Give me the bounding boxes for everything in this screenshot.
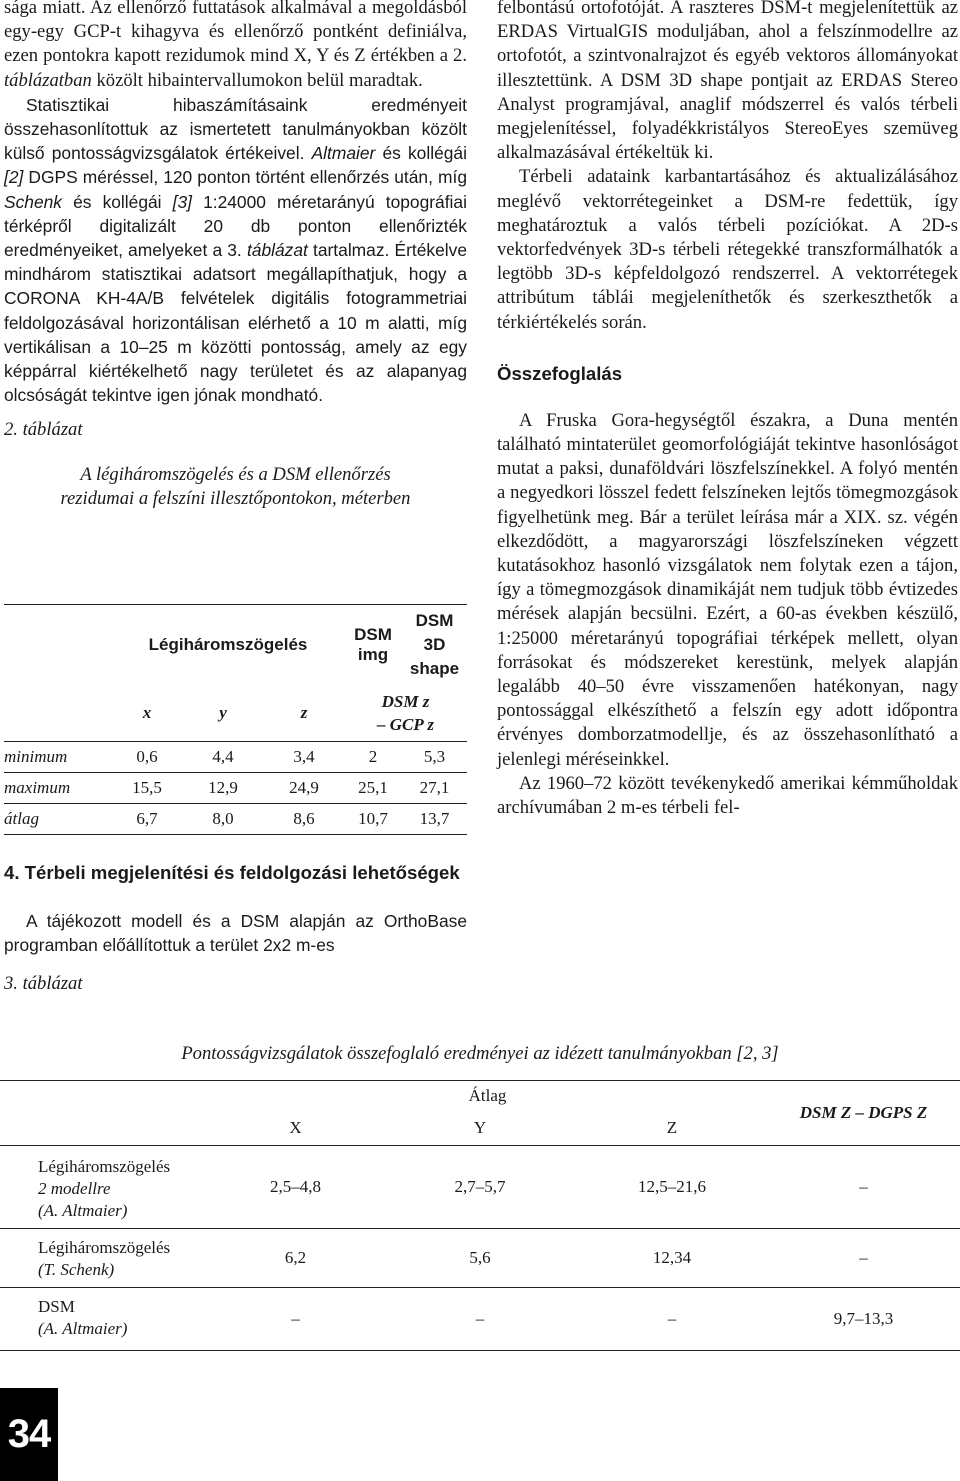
- section-4-heading: 4. Térbeli megjelenítési és feldolgozási lehetőségek: [4, 862, 460, 883]
- left-column-lower: [4, 860, 467, 995]
- table3-header-x: X: [289, 1118, 302, 1137]
- table2-header-dsm-3d: DSM 3D shape: [402, 605, 467, 686]
- table2-header-x: x: [142, 703, 152, 722]
- left-paragraph-2: Statisztikai hibaszámításaink eredményeit összehasonlítottuk az ismertetett tanulmányokban közölt külső pontosságvizsgálatok értékeivel. Altmaier és kollégái [2] DGPS méréssel, 120 ponton történt ellenőrzés után, míg Schenk és kollégái [3] 1:24000 méretarányú topográfiai térképről digitalizált 20 db ponton ellenőrizték eredményeiket, amelyeket a 3. táblázat tartalmaz. Értékelve mindhárom statisztikai adatsort megállapíthatjuk, hogy a CORONA KH-4A/B felvételek digitális fotogrammetriai feldolgozásával horizontálisan elérhető a 10 m alatti, míg vertikálisan a 10–25 m közötti pontosság, amely az egy képpárral kiértékelhető nagy területet és az alapanyag olcsóságát tekintve igen jónak mondható.: [4, 94, 467, 406]
- table3-header-dsmz: DSM Z – DGPS Z: [767, 1081, 960, 1146]
- right-paragraph-4: Az 1960–72 között tevékenykedő amerikai kémműholdak archívumában 2 m-es térbeli fel-: [497, 772, 958, 819]
- table-2: [4, 604, 467, 835]
- table3-header-z: Z: [666, 1118, 678, 1137]
- page-number: 34: [0, 1388, 58, 1481]
- left-paragraph-3: A tájékozott modell és a DSM alapján az OrthoBase programban előállítottuk a terület 2x2 m-es: [4, 911, 467, 956]
- table-row: minimum 0,6 4,4 3,4 2 5,3: [4, 742, 467, 773]
- right-column: [497, 0, 958, 820]
- table-row: Légiháromszögelés 2 modellre (A. Altmaier) 2,5–4,8 2,7–5,7 12,5–21,6 –: [0, 1146, 960, 1229]
- right-paragraph-1: felbontású ortofotóját. A raszteres DSM-t megjelenítettük az ERDAS VirtualGIS moduljában, ahol a felszínmodellre az ortofotót, a szintvonalrajzot és egyéb vektoros állományokat illesztettünk. A DSM 3D shape pontjait az ERDAS Stereo Analyst programjával, anaglif módszerrel és valós térbeli megjelenítéssel, folyadékkristályos StereoEyes szemüveg alkalmazásával értékeltük ki.: [497, 0, 958, 164]
- right-paragraph-3: A Fruska Gora-hegységtől északra, a Duna mentén található mintaterület geomorfológiáját tekintve hasonlóságot mutat a paksi, dunaföldvári löszfelszínekkel. A folyó mentén a negyedkori lösszel fedett felszíneken lejtős tömegmozgások figyelhetünk meg. Bár a terület leírása már a XIX. sz. végén elkezdődött, a magyarországi löszfelszíneken végzett kutatásokhoz hasonló vizsgálatok nem folytak ezen a tájon, így a tömegmozgások dinamikáját nem tudjuk több évtizedes mérések alapján becsülni. Ezért, a 60-as években készülő, 1:25000 méretarányú topográfiai térképek mellett, olyan forrásokat és módszereket kerestünk, melyek alapján legalább 40–50 évre visszamenően hatékonyan, nagy pontossággal elkészíthető a felszín egy adott időpontra érvényes domborzatmodellje, és az összehasonlítható a jelenlegi méréseinkkel.: [497, 409, 958, 770]
- table2-title: A légiháromszögelés és a DSM ellenőrzés rezidumai a felszíni illesztőpontokon, méterben: [60, 464, 411, 510]
- table2-header-y: y: [219, 703, 227, 722]
- table3-caption: Pontosságvizsgálatok összefoglaló eredményei az idézett tanulmányokban [2, 3]: [181, 1043, 779, 1064]
- table2-header-dsm-img: DSM img: [344, 605, 402, 686]
- table-row: Légiháromszögelés (T. Schenk) 6,2 5,6 12,34 –: [0, 1229, 960, 1288]
- table3-label: 3. táblázat: [4, 973, 83, 995]
- left-paragraph-1: sága miatt. Az ellenőrző futtatások alkalmával a megoldásból egy-egy GCP-t kihagyva és ellenőrző pontként definiálva, ezen pontokra kapott rezidumok mind X, Y és Z értékben a 2. táblázatban közölt hibaintervallumokon belül maradtak.: [4, 0, 467, 91]
- right-paragraph-2: Térbeli adataink karbantartásához és aktualizálásához meglévő vektorrétegeinket a DSM-re fedettük, így meghatároztuk a valós térbeli pozíciókat. A 2D-s vektorfedvények 3D-s térbeli rétegekké transzformálhatók a legtöbb 3D-s képfeldolgozó rendszerrel. A vektorrétegek attribútum táblái megjeleníthetők és szerkeszthetők a térkiértékelés során.: [497, 166, 958, 333]
- table2-header-z: z: [300, 703, 308, 722]
- table-row: átlag 6,7 8,0 8,6 10,7 13,7: [4, 804, 467, 835]
- table2-label: 2. táblázat: [4, 419, 83, 441]
- table3-header-y: Y: [473, 1118, 487, 1137]
- table2-header-legi: Légiháromszögelés: [112, 605, 344, 686]
- table-row: DSM (A. Altmaier) – – – 9,7–13,3: [0, 1288, 960, 1351]
- table-row: maximum 15,5 12,9 24,9 25,1 27,1: [4, 773, 467, 804]
- left-column: [4, 0, 467, 511]
- table-3: [0, 1080, 960, 1351]
- table2-header-dsmz: DSM z – GCP z: [377, 692, 434, 734]
- table3-header-atlag: Átlag: [208, 1081, 767, 1112]
- summary-heading: Összefoglalás: [497, 362, 623, 384]
